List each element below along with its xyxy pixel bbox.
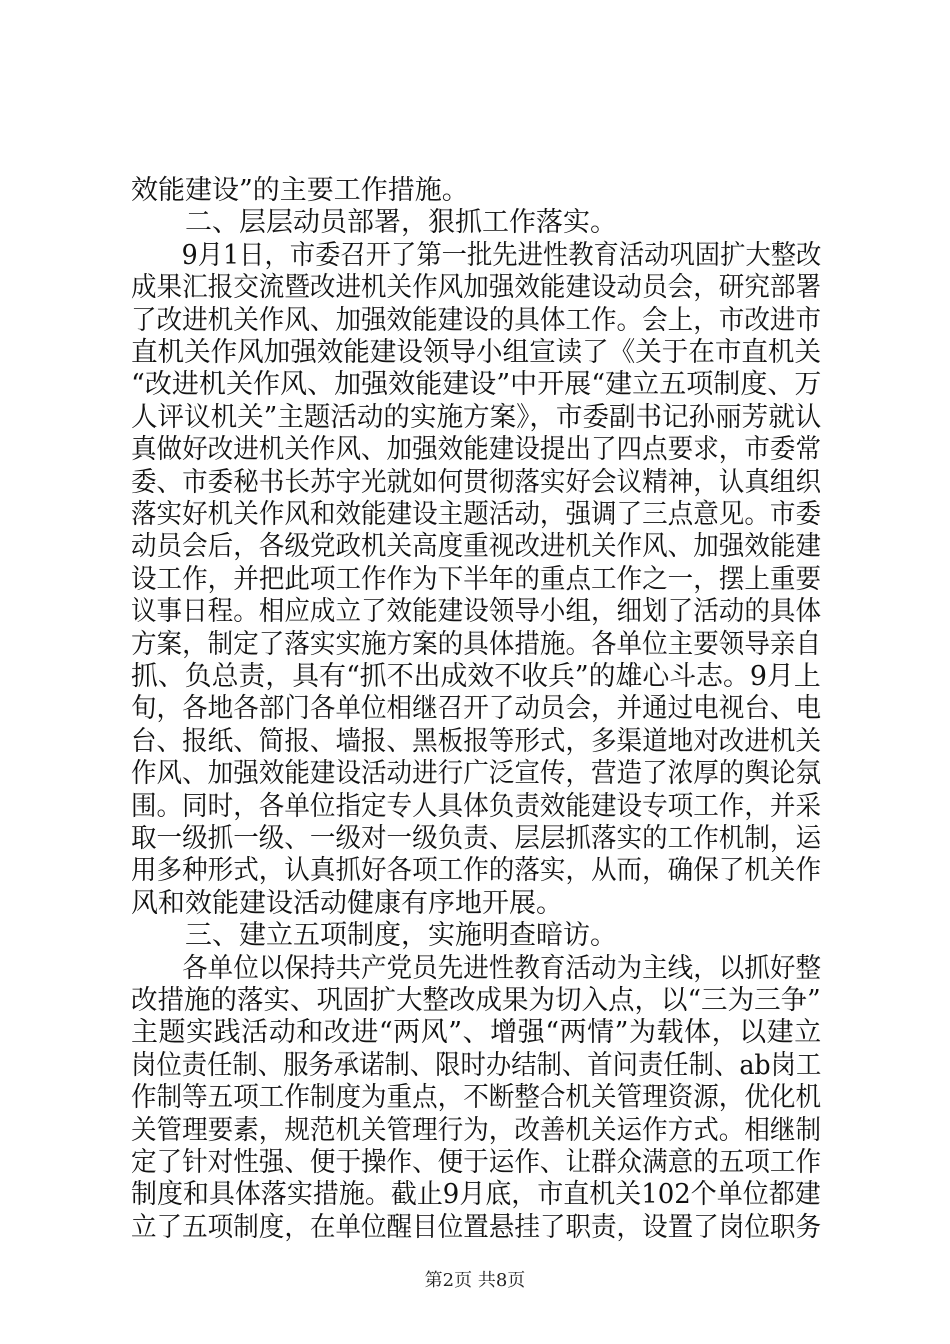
text-line: 设工作，并把此项工作作为下半年的重点工作之一，摆上重要 [131,563,821,595]
text-line: 三、建立五项制度，实施明查暗访。 [131,920,617,952]
text-line: 旬，各地各部门各单位相继召开了动员会，并通过电视台、电 [131,693,821,725]
text-line: 关管理要素，规范机关管理行为，改善机关运作方式。相继制 [131,1114,821,1146]
text-line: 抓、负总责，具有“抓不出成效不收兵”的雄心斗志。9月上 [131,661,821,692]
text-line: 改措施的落实、巩固扩大整改成果为切入点，以“三为三争” [131,985,821,1016]
text-line: 直机关作风加强效能建设领导小组宣读了《关于在市直机关 [131,337,821,368]
text-line: 人评议机关”主题活动的实施方案》，市委副书记孙丽芳就认 [131,401,822,433]
text-line: 议事日程。相应成立了效能建设领导小组，细划了活动的具体 [131,596,821,628]
text-line: 台、报纸、简报、墙报、黑板报等形式，多渠道地对改进机关 [131,725,821,757]
text-line: 制度和具体落实措施。截止9月底，市直机关102个单位都建 [131,1179,821,1211]
text-line: 岗位责任制、服务承诺制、限时办结制、首问责任制、ab岗工 [131,1049,822,1081]
text-line: 围。同时，各单位指定专人具体负责效能建设专项工作，并采 [131,790,821,822]
text-line: 动员会后，各级党政机关高度重视改进机关作风、加强效能建 [131,531,821,563]
text-line: 定了针对性强、便于操作、便于运作、让群众满意的五项工作 [131,1147,821,1178]
text-line: 取一级抓一级、一级对一级负责、层层抓落实的工作机制，运 [131,823,821,854]
text-line: 用多种形式，认真抓好各项工作的落实，从而，确保了机关作 [131,855,821,887]
text-line: “改进机关作风、加强效能建设”中开展“建立五项制度、万 [131,369,822,401]
text-line: 风和效能建设活动健康有序地开展。 [131,887,563,919]
text-line: 效能建设”的主要工作措施。 [131,175,469,206]
text-line: 委、市委秘书长苏宇光就如何贯彻落实好会议精神，认真组织 [131,466,821,498]
text-line: 9月1日，市委召开了第一批先进性教育活动巩固扩大整改 [131,239,822,271]
text-line: 真做好改进机关作风、加强效能建设提出了四点要求，市委常 [131,434,821,466]
text-line: 落实好机关作风和效能建设主题活动，强调了三点意见。市委 [131,499,821,530]
text-line: 作风、加强效能建设活动进行广泛宣传，营造了浓厚的舆论氛 [131,758,821,790]
text-line: 作制等五项工作制度为重点，不断整合机关管理资源，优化机 [131,1082,821,1114]
page-number-footer: 第2页 共8页 [424,1270,526,1291]
text-line: 成果汇报交流暨改进机关作风加强效能建设动员会，研究部署 [131,272,821,304]
text-line: 了改进机关作风、加强效能建设的具体工作。会上，市改进市 [131,304,821,336]
text-line: 立了五项制度，在单位醒目位置悬挂了职责，设置了岗位职务 [131,1211,821,1243]
text-line: 各单位以保持共产党员先进性教育活动为主线，以抓好整 [131,952,821,984]
text-line: 二、层层动员部署，狠抓工作落实。 [131,207,617,239]
text-line: 方案，制定了落实实施方案的具体措施。各单位主要领导亲自 [131,628,821,660]
text-line: 主题实践活动和改进“两风”、增强“两情”为载体，以建立 [131,1017,822,1049]
